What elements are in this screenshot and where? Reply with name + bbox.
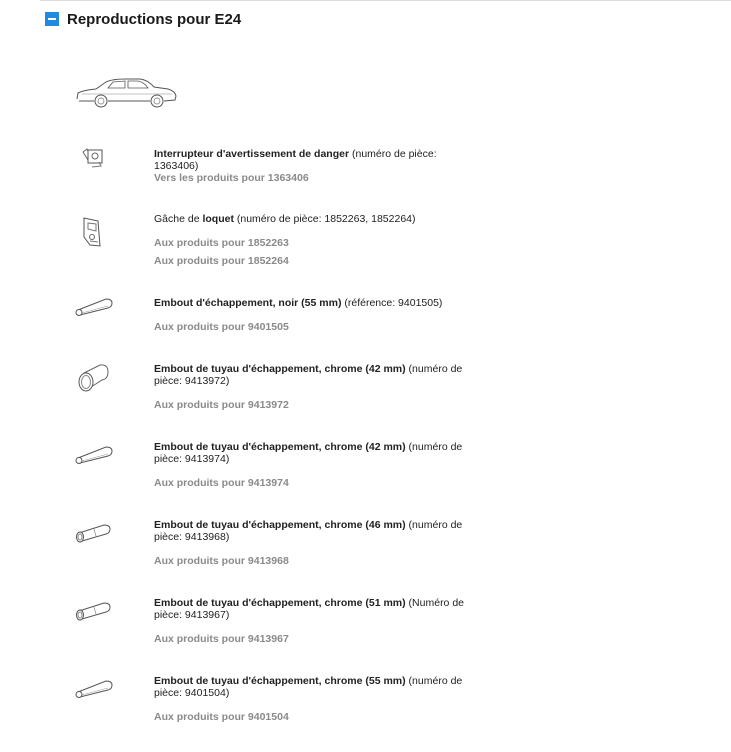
minus-square-icon[interactable] xyxy=(45,12,59,26)
product-link[interactable]: Aux produits pour 9413968 xyxy=(154,555,289,567)
product-link[interactable]: Aux produits pour 9413967 xyxy=(154,633,289,645)
product-link[interactable]: Aux produits pour 9413974 xyxy=(154,477,289,489)
exhaust-pipe-icon xyxy=(70,515,116,549)
part-description xyxy=(154,213,474,225)
exhaust-tip-icon xyxy=(70,671,116,705)
part-description xyxy=(154,148,474,172)
part-name: Embout de tuyau d'échappement, chrome (42 mm) xyxy=(154,363,406,375)
part-name: Embout de tuyau d'échappement, chrome (46 mm) xyxy=(154,519,406,531)
part-name: Interrupteur d'avertissement de danger xyxy=(154,148,350,160)
switch-part-icon xyxy=(70,140,116,174)
part-number-note: (numéro de pièce: 9413968) xyxy=(154,519,463,543)
product-link[interactable]: Aux produits pour 9401504 xyxy=(154,711,289,723)
part-number-note: (numéro de pièce: 1852263, 1852264) xyxy=(233,213,416,225)
product-link[interactable]: Aux produits pour 9401505 xyxy=(154,321,289,333)
part-name: Embout d'échappement, noir (55 mm) xyxy=(154,297,342,309)
section-title: Reproductions pour E24 xyxy=(67,10,242,28)
product-link[interactable]: Aux produits pour 1852263 xyxy=(154,237,289,249)
exhaust-pipe-icon xyxy=(70,593,116,627)
product-link[interactable]: Vers les produits pour 1363406 xyxy=(154,172,309,184)
part-description xyxy=(154,597,474,621)
section-header xyxy=(45,9,241,29)
part-description xyxy=(154,363,474,387)
part-description xyxy=(154,297,474,309)
latch-part-icon xyxy=(70,215,116,249)
exhaust-pipe-round-icon xyxy=(70,359,116,393)
product-link[interactable]: Aux produits pour 9413972 xyxy=(154,399,289,411)
part-name: Embout de tuyau d'échappement, chrome (42 mm) xyxy=(154,441,406,453)
part-description-prefix: Gâche de xyxy=(154,213,203,225)
part-description xyxy=(154,675,474,699)
part-number-note: (numéro de pièce: 9413972) xyxy=(154,363,463,387)
car-icon xyxy=(74,74,178,110)
part-description xyxy=(154,519,474,543)
product-link[interactable]: Aux produits pour 1852264 xyxy=(154,255,289,267)
part-name: Embout de tuyau d'échappement, chrome (55 mm) xyxy=(154,675,406,687)
part-number-note: (numéro de pièce: 1363406) xyxy=(154,148,437,172)
part-name: Embout de tuyau d'échappement, chrome (51 mm) xyxy=(154,597,406,609)
part-number-note: (Numéro de pièce: 9413967) xyxy=(154,597,464,621)
part-number-note: (référence: 9401505) xyxy=(341,297,443,309)
part-description xyxy=(154,441,474,465)
part-number-note: (numéro de pièce: 9413974) xyxy=(154,441,463,465)
top-divider xyxy=(40,0,731,1)
part-name: loquet xyxy=(202,213,234,225)
exhaust-tip-icon xyxy=(70,437,116,471)
part-number-note: (numéro de pièce: 9401504) xyxy=(154,675,463,699)
exhaust-tip-icon xyxy=(70,289,116,323)
